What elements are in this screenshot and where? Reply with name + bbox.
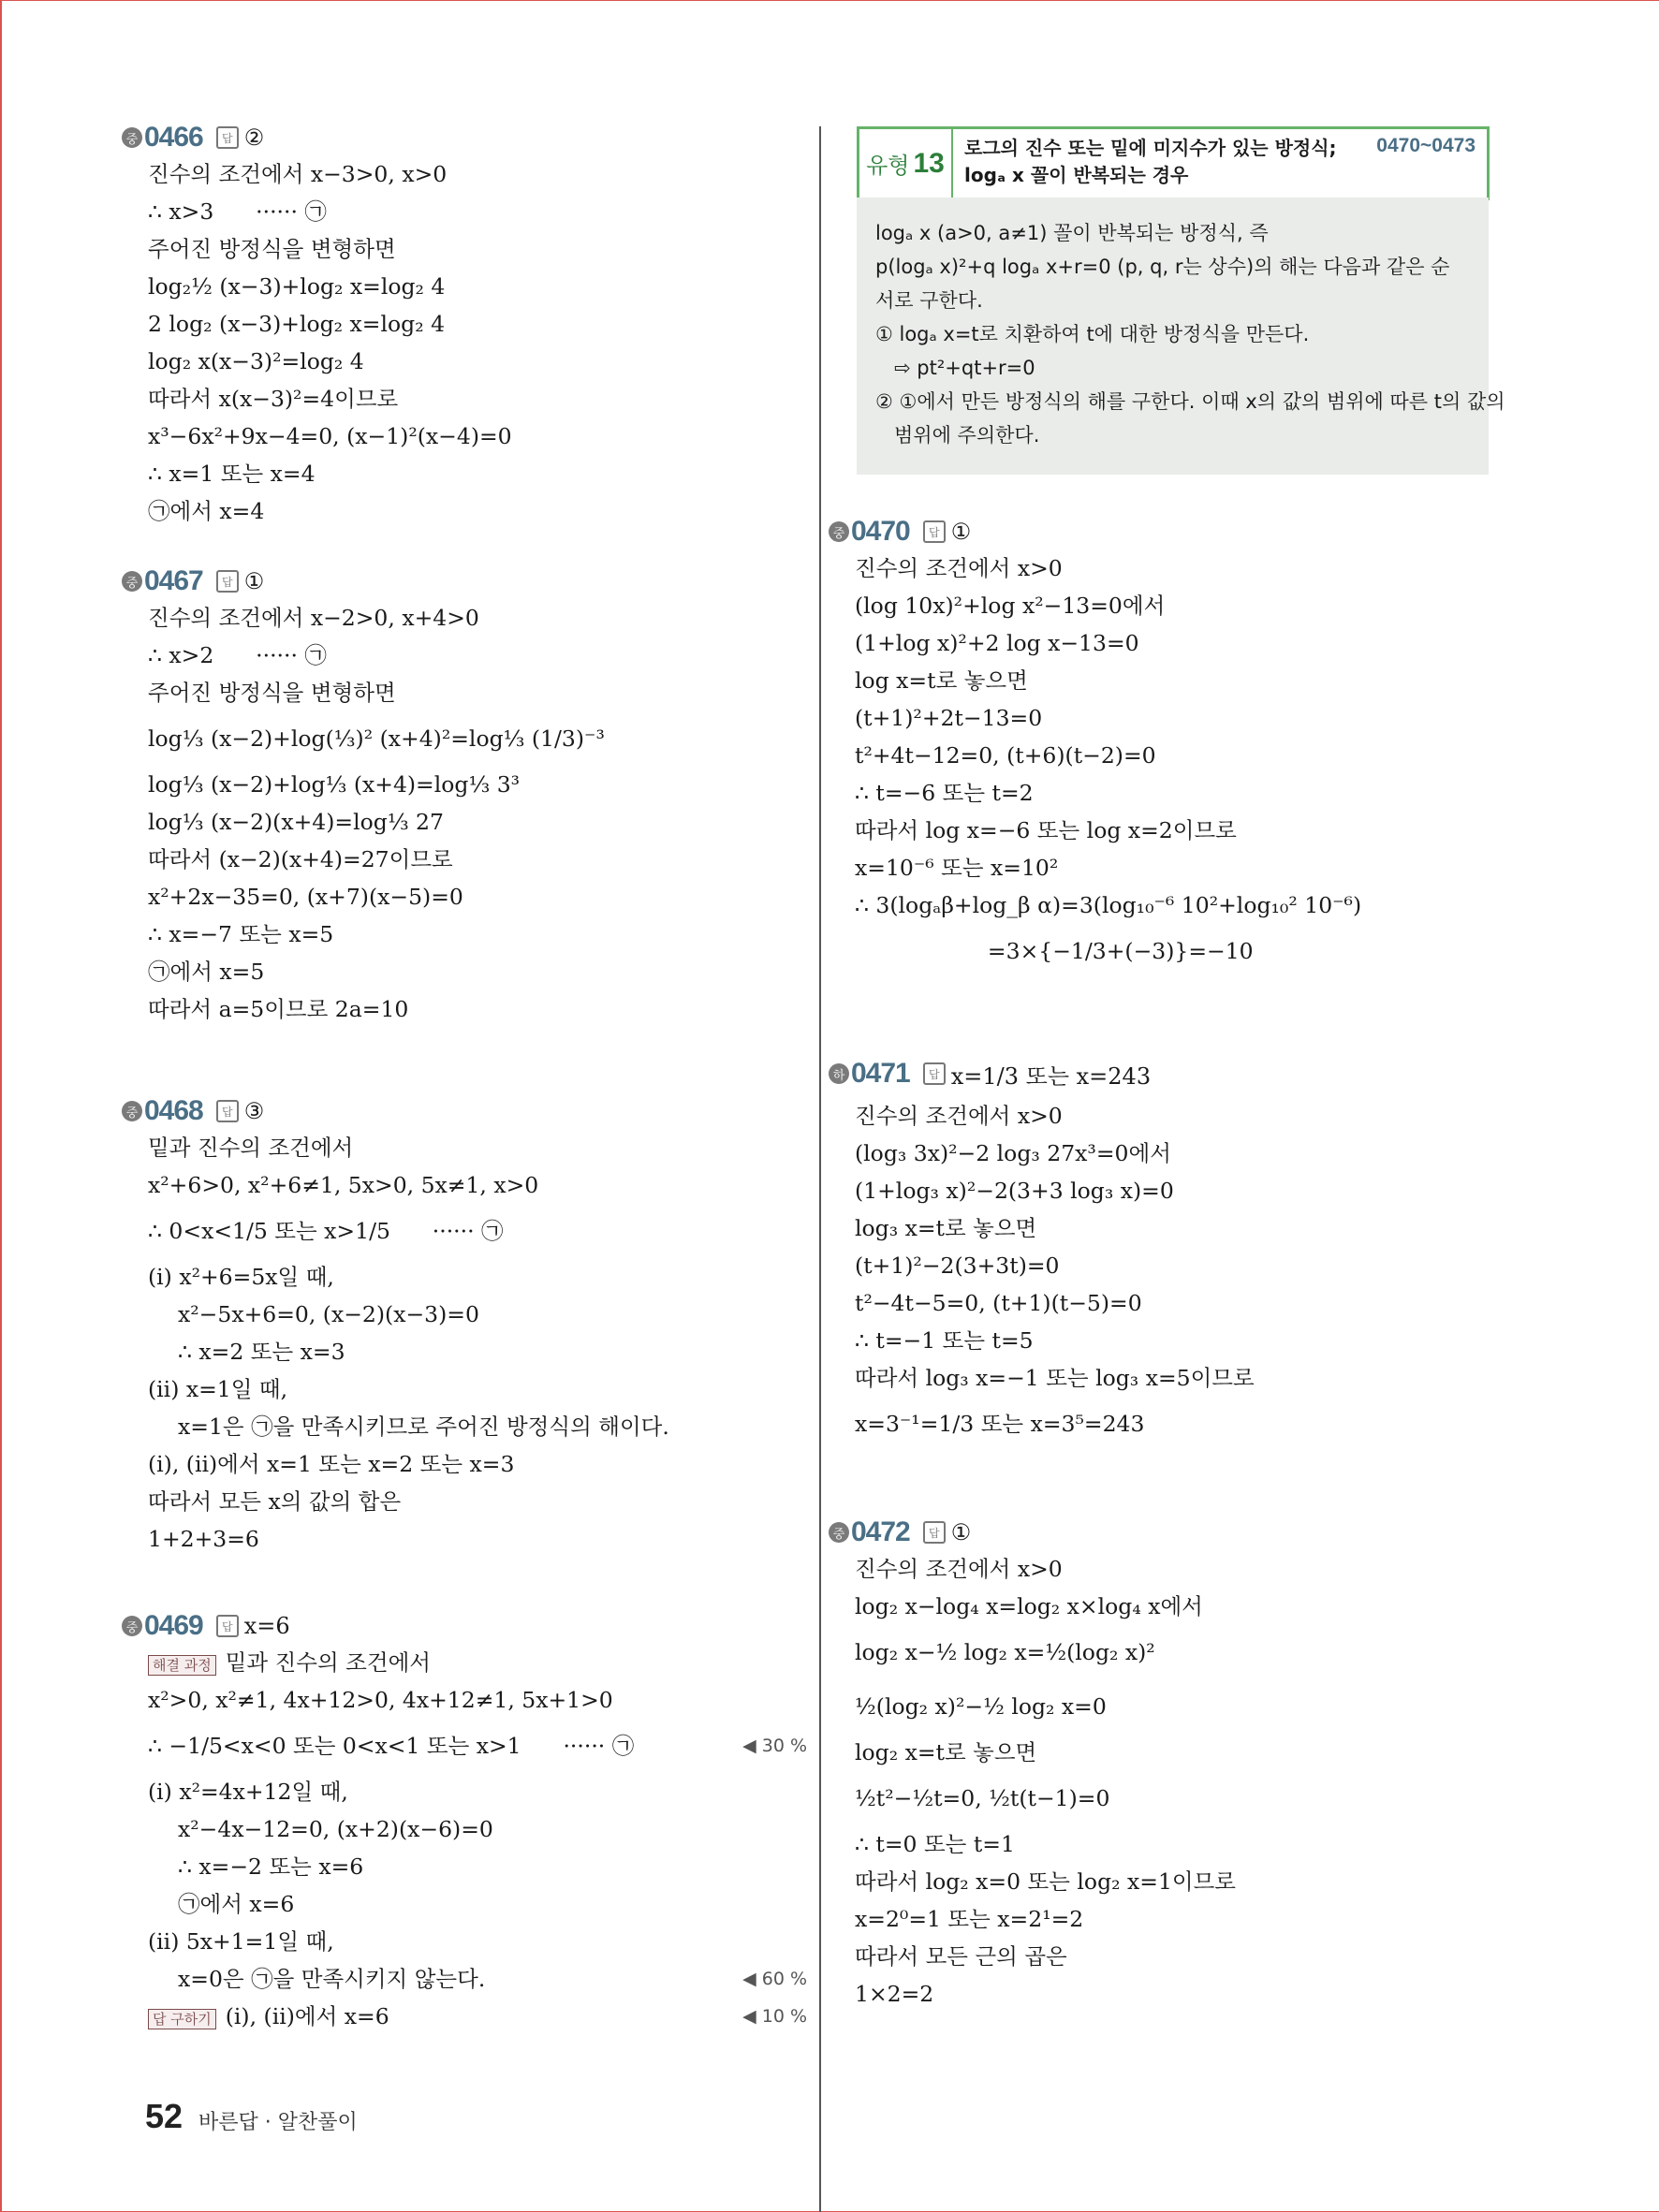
type-summary-box <box>857 198 1505 475</box>
solution-line: t²+4t−12=0, (t+6)(t−2)=0 <box>855 742 1156 769</box>
solution-line: (ⅰ), (ⅱ)에서 x=1 또는 x=2 또는 x=3 <box>148 1451 515 1477</box>
solution-line: x=1은 ㉠을 만족시키므로 주어진 방정식의 해이다. <box>178 1414 669 1440</box>
solution-line: (ⅱ) x=1일 때, <box>148 1376 288 1402</box>
problem-0470 <box>829 514 1493 978</box>
problem-0466 <box>122 120 796 530</box>
problem-0471 <box>829 1050 1493 1451</box>
solution-line: ∴ x>2 ······ ㉠ <box>148 642 327 668</box>
summary-line: ② ①에서 만든 방정식의 해를 구한다. 이때 x의 값의 범위에 따른 t의 값의 <box>875 390 1505 413</box>
solution-line: log x=t로 놓으면 <box>855 667 1028 694</box>
level-badge: 중 <box>122 1101 142 1121</box>
level-badge: 중 <box>122 571 142 592</box>
type-label-text: 유형 <box>866 153 910 179</box>
solution-line: 주어진 방정식을 변형하면 <box>148 236 396 262</box>
solution-line: 진수의 조건에서 x−2>0, x+4>0 <box>148 605 479 631</box>
solution-line: x²>0, x²≠1, 4x+12>0, 4x+12≠1, 5x+1>0 <box>148 1687 613 1713</box>
type-number: 13 <box>913 147 945 179</box>
problem-0468 <box>122 1093 796 1558</box>
problem-0469 <box>122 1608 807 2035</box>
problem-type-box <box>857 126 1490 200</box>
solution-line: ∴ x=−2 또는 x=6 <box>178 1853 364 1880</box>
solution-line <box>148 1998 807 2035</box>
score-percent: ◀ 10 % <box>742 2006 807 2027</box>
solution-line: ㉠에서 x=6 <box>178 1891 295 1917</box>
solution-line: (ⅰ) x²+6=5x일 때, <box>148 1264 334 1290</box>
solution-line: (1+log x)²+2 log x−13=0 <box>855 630 1139 656</box>
type-label <box>859 129 953 198</box>
solution-line: log₂½ (x−3)+log₂ x=log₂ 4 <box>148 273 446 300</box>
solution-line: ½t²−½t=0, ½t(t−1)=0 <box>855 1785 1110 1811</box>
answer-icon: 답 <box>216 126 239 149</box>
problem-number: 0468 <box>144 1095 203 1126</box>
summary-line: logₐ x (a>0, a≠1) 꼴이 반복되는 방정식, 즉 <box>875 222 1269 244</box>
solution-line: x²+2x−35=0, (x+7)(x−5)=0 <box>148 884 463 910</box>
footer-title: 바른답 · 알찬풀이 <box>198 2111 358 2134</box>
solution-line: ∴ x>3 ······ ㉠ <box>148 198 327 225</box>
solution-line: log₂ x(x−3)²=log₂ 4 <box>148 348 364 374</box>
solution-line: 따라서 x(x−3)²=4이므로 <box>148 386 399 412</box>
solution-line: 따라서 log₂ x=0 또는 log₂ x=1이므로 <box>855 1868 1237 1895</box>
solution-line: log⅓ (x−2)+log⅓ (x+4)=log⅓ 3³ <box>148 771 521 798</box>
solution-line: =3×{−1/3+(−3)}=−10 <box>855 938 1254 964</box>
solution-line: 진수의 조건에서 x>0 <box>855 1556 1063 1582</box>
problem-number: 0471 <box>851 1058 910 1089</box>
solution-line: x=2⁰=1 또는 x=2¹=2 <box>855 1906 1084 1932</box>
answer: x=6 <box>243 1613 290 1639</box>
solution-line: x³−6x²+9x−4=0, (x−1)²(x−4)=0 <box>148 423 512 449</box>
solution-line: 주어진 방정식을 변형하면 <box>148 680 396 706</box>
answer: x=1/3 또는 x=243 <box>950 1062 1152 1090</box>
answer-tag: 답 구하기 <box>148 2009 216 2029</box>
solution-line: log₂ x−½ log₂ x=½(log₂ x)² <box>855 1639 1155 1665</box>
solution-line: x²−5x+6=0, (x−2)(x−3)=0 <box>178 1301 479 1327</box>
solution-line <box>148 1960 807 1998</box>
summary-line: ⇨ pt²+qt+r=0 <box>875 357 1035 379</box>
problem-number: 0467 <box>144 565 203 596</box>
problem-number: 0466 <box>144 122 203 153</box>
solution-line: (log₃ 3x)²−2 log₃ 27x³=0에서 <box>855 1140 1171 1166</box>
solution-line: (t+1)²−2(3+3t)=0 <box>855 1252 1060 1279</box>
solution-line: log₂ x=t로 놓으면 <box>855 1739 1037 1765</box>
problem-0472 <box>829 1515 1493 2013</box>
summary-line: 서로 구한다. <box>875 289 983 312</box>
solution-line: 밑과 진수의 조건에서 <box>148 1135 354 1161</box>
solution-line: 1×2=2 <box>855 1981 934 2007</box>
answer-icon: 답 <box>923 1521 946 1544</box>
answer: ① <box>243 568 265 594</box>
level-badge: 중 <box>122 1616 142 1636</box>
problem-0467 <box>122 564 796 1028</box>
solution-line: log₂ x−log₄ x=log₂ x×log₄ x에서 <box>855 1593 1203 1619</box>
solution-line: (log 10x)²+log x²−13=0에서 <box>855 593 1166 619</box>
problem-number: 0472 <box>851 1516 910 1547</box>
solution-line: ∴ 3(logₐβ+log_β α)=3(log₁₀⁻⁶ 10²+log₁₀² 10⁻⁶) <box>855 892 1362 918</box>
solution-line <box>148 1644 796 1681</box>
process-tag: 해결 과정 <box>148 1655 216 1676</box>
level-badge: 중 <box>122 127 142 148</box>
solution-line: ∴ t=−6 또는 t=2 <box>855 780 1034 806</box>
solution-line: log₃ x=t로 놓으면 <box>855 1215 1037 1241</box>
solution-line: (1+log₃ x)²−2(3+3 log₃ x)=0 <box>855 1178 1174 1204</box>
solution-line: log⅓ (x−2)(x+4)=log⅓ 27 <box>148 809 444 835</box>
level-badge: 중 <box>829 521 849 542</box>
solution-line: 따라서 모든 근의 곱은 <box>855 1943 1067 1970</box>
score-percent: ◀ 60 % <box>742 1969 807 1989</box>
solution-line: ∴ x=2 또는 x=3 <box>178 1339 345 1365</box>
score-percent: ◀ 30 % <box>742 1736 807 1756</box>
solution-line: 따라서 log x=−6 또는 log x=2이므로 <box>855 817 1237 843</box>
solution-line: ㉠에서 x=4 <box>148 498 265 524</box>
answer-icon: 답 <box>216 570 239 593</box>
solution-line <box>148 1719 807 1773</box>
summary-line: p(logₐ x)²+q logₐ x+r=0 (p, q, r는 상수)의 해는 다음과 같은 순 <box>875 256 1450 278</box>
column-divider <box>819 126 821 2212</box>
solution-line: 진수의 조건에서 x−3>0, x>0 <box>148 161 448 187</box>
solution-text: x=0은 ㉠을 만족시키지 않는다. <box>178 1966 486 1992</box>
answer: ① <box>950 519 972 545</box>
solution-text: ∴ −1/5<x<0 또는 0<x<1 또는 x>1 ······ ㉠ <box>148 1733 635 1759</box>
solution-line: log⅓ (x−2)+log(⅓)² (x+4)²=log⅓ (1/3)⁻³ <box>148 725 605 752</box>
solution-line: ∴ x=1 또는 x=4 <box>148 461 316 487</box>
solution-line: ∴ x=−7 또는 x=5 <box>148 921 334 947</box>
solution-text: 밑과 진수의 조건에서 <box>225 1649 431 1676</box>
answer-icon: 답 <box>216 1100 239 1122</box>
answer-icon: 답 <box>216 1615 239 1637</box>
solution-line: ∴ t=0 또는 t=1 <box>855 1831 1015 1857</box>
problem-number: 0470 <box>851 516 910 547</box>
solution-line: 2 log₂ (x−3)+log₂ x=log₂ 4 <box>148 311 446 337</box>
solution-line: x²−4x−12=0, (x+2)(x−6)=0 <box>178 1816 493 1842</box>
solution-line: 따라서 a=5이므로 2a=10 <box>148 996 409 1022</box>
answer: ③ <box>243 1098 265 1124</box>
type-title-line: 로그의 진수 또는 밑에 미지수가 있는 방정식; <box>964 137 1337 159</box>
solution-line: 따라서 log₃ x=−1 또는 log₃ x=5이므로 <box>855 1365 1255 1391</box>
solution-line: (ⅱ) 5x+1=1일 때, <box>148 1928 334 1955</box>
page-number: 52 <box>145 2097 184 2135</box>
type-title-line: logₐ x 꼴이 반복되는 경우 <box>964 164 1189 186</box>
answer-icon: 답 <box>923 1062 946 1085</box>
answer-icon: 답 <box>923 520 946 543</box>
solution-line: ½(log₂ x)²−½ log₂ x=0 <box>855 1693 1107 1720</box>
solution-line: (ⅰ) x²=4x+12일 때, <box>148 1779 348 1805</box>
solution-line: x²+6>0, x²+6≠1, 5x>0, 5x≠1, x>0 <box>148 1172 539 1198</box>
solution-line: (t+1)²+2t−13=0 <box>855 705 1043 731</box>
solution-line: x=3⁻¹=1/3 또는 x=3⁵=243 <box>855 1411 1145 1437</box>
level-badge: 중 <box>829 1522 849 1543</box>
solution-line: 따라서 모든 x의 값의 합은 <box>148 1488 402 1515</box>
summary-line: 범위에 주의한다. <box>875 424 1040 447</box>
solution-line: ∴ 0<x<1/5 또는 x>1/5 ······ ㉠ <box>148 1218 504 1244</box>
solution-text: (ⅰ), (ⅱ)에서 x=6 <box>225 2003 389 2029</box>
solution-line: ∴ t=−1 또는 t=5 <box>855 1327 1034 1354</box>
problem-number: 0469 <box>144 1610 203 1641</box>
solution-line: 진수의 조건에서 x>0 <box>855 555 1063 581</box>
solution-line: 진수의 조건에서 x>0 <box>855 1103 1063 1129</box>
solution-line: 1+2+3=6 <box>148 1526 259 1552</box>
level-badge: 하 <box>829 1063 849 1084</box>
solution-line: x=10⁻⁶ 또는 x=10² <box>855 855 1059 881</box>
solution-line: t²−4t−5=0, (t+1)(t−5)=0 <box>855 1290 1142 1316</box>
summary-line: ① logₐ x=t로 치환하여 t에 대한 방정식을 만든다. <box>875 323 1310 345</box>
solution-line: 따라서 (x−2)(x+4)=27이므로 <box>148 846 453 872</box>
solution-line: ㉠에서 x=5 <box>148 959 265 985</box>
answer: ② <box>243 125 265 151</box>
type-range: 0470~0473 <box>1376 135 1475 156</box>
answer: ① <box>950 1519 972 1545</box>
